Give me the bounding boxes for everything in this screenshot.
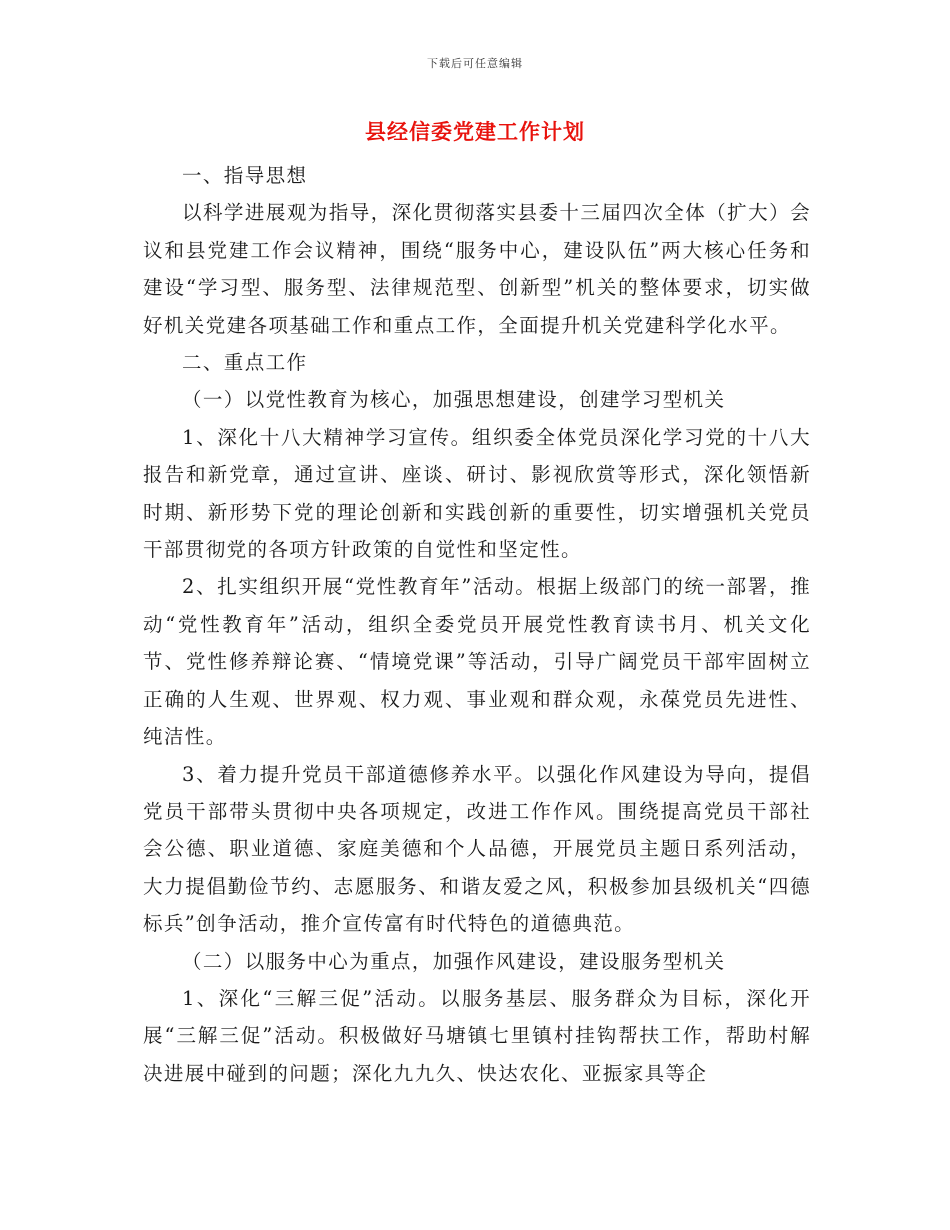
body-paragraph: 1、深化“三解三促”活动。以服务基层、服务群众为目标，深化开展“三解三促”活动。积极做好马塘镇七里镇村挂钩帮扶工作，帮助村解决进展中碰到的问题；深化九九久、快达农化、亚振家具等企 [143,986,811,1085]
subsection-heading: （一）以党性教育为核心，加强思想建设，创建学习型机关 [182,388,726,412]
header-note: 下载后可任意编辑 [427,57,523,70]
body-paragraph: 1、深化十八大精神学习宣传。组织委全体党员深化学习党的十八大报告和新党章，通过宣讲、座谈、研讨、影视欣赏等形式，深化领悟新时期、新形势下党的理论创新和实践创新的重要性，切实增强机关党员干部贯彻党的各项方针政策的自觉性和坚定性。 [143,425,811,562]
body-paragraph: 2、扎实组织开展“党性教育年”活动。根据上级部门的统一部署，推动“党性教育年”活动，组织全委党员开展党性教育读书月、机关文化节、党性修养辩论赛、“情境党课”等活动，引导广阔党员干部牢固树立正确的人生观、世界观、权力观、事业观和群众观，永葆党员先进性、纯洁性。 [143,575,811,749]
section-heading: 二、重点工作 [182,351,308,375]
body-paragraph: 3、着力提升党员干部道德修养水平。以强化作风建设为导向，提倡党员干部带头贯彻中央各项规定，改进工作作风。围绕提高党员干部社会公德、职业道德、家庭美德和个人品德，开展党员主题日系列活动，大力提倡勤俭节约、志愿服务、和谐友爱之风，积极参加县级机关“四德标兵”创争活动，推介宣传富有时代特色的道德典范。 [143,762,811,936]
document-title: 县经信委党建工作计划 [365,119,585,144]
body-paragraph: 以科学进展观为指导，深化贯彻落实县委十三届四次全体（扩大）会议和县党建工作会议精神，围绕“服务中心，建设队伍”两大核心任务和建设“学习型、服务型、法律规范型、创新型”机关的整体要求，切实做好机关党建各项基础工作和重点工作，全面提升机关党建科学化水平。 [143,201,811,337]
document-body [143,157,811,1092]
section-heading: 一、指导思想 [182,164,308,187]
subsection-heading: （二）以服务中心为重点，加强作风建设，建设服务型机关 [182,949,726,973]
